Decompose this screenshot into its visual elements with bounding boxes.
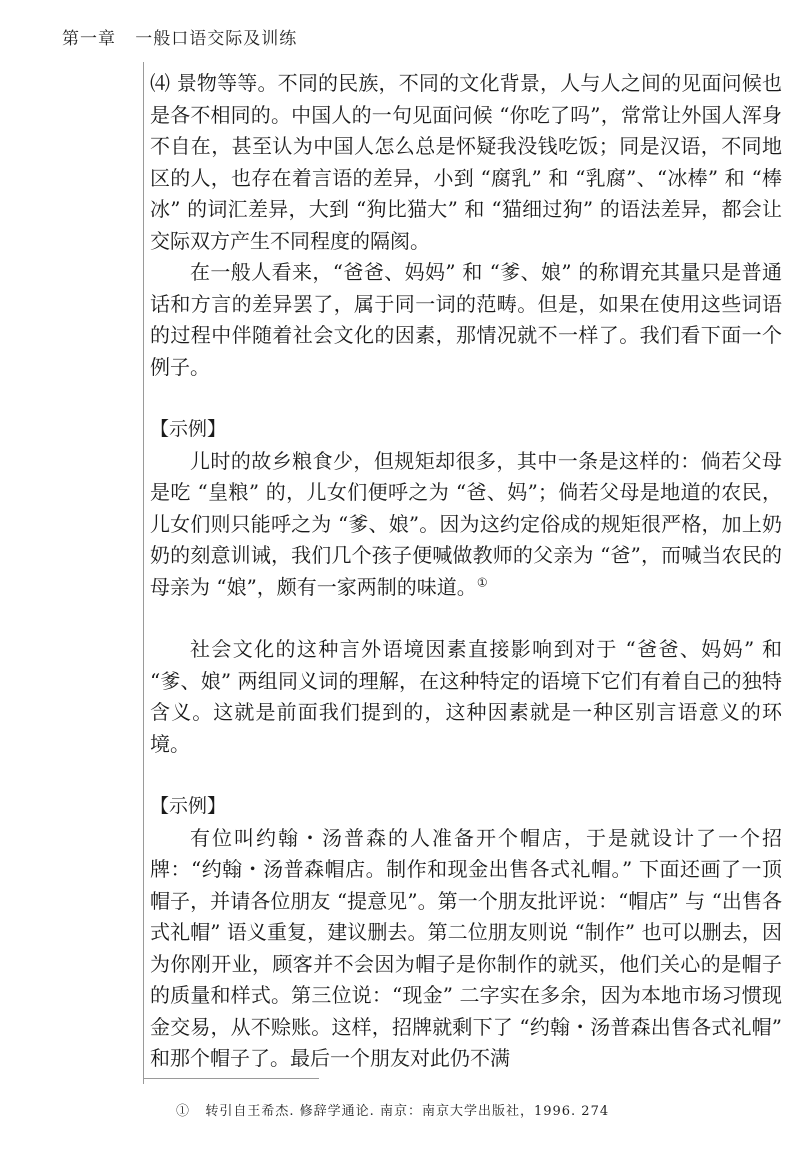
example-quote [150,446,782,604]
example-label: 【示例】 [150,795,227,817]
footnote-reference[interactable]: ① [476,574,488,589]
chapter-number: 第一章 [62,29,116,49]
example-label: 【示例】 [150,418,227,440]
chapter-title: 一般口语交际及训练 [135,29,298,49]
example-story: 有位叫约翰・汤普森的人准备开个帽店，于是就设计了一个招牌：“约翰・汤普森帽店。制作和现金出售各式礼帽。” 下面还画了一顶帽子，并请各位朋友 “提意见”。第一个朋友批评说：“帽店” 与 “出售各式礼帽” 语义重复，建议删去。第二位朋友则说 “制作” 也可以删去，因为你刚开业，顾客并不会因为帽子是你制作的就买，他们关心的是帽子的质量和样式。第三位说：“现金” 二字实在多余，因为本地市场习惯现金交易，从不赊账。这样，招牌就剩下了 “约翰・汤普森出售各式礼帽” 和那个帽子了。最后一个朋友对此仍不满 [150,825,782,1070]
body-text [150,68,782,1075]
footnote-text: 转引自王希杰. 修辞学通论. 南京：南京大学出版社，1996. 274 [205,1104,610,1119]
footnote-rule [143,1078,319,1079]
running-header [62,24,297,49]
example-quote-text: 儿时的故乡粮食少，但规矩却很多，其中一条是这样的：倘若父母是吃 “皇粮” 的，儿女们便呼之为 “爸、妈”；倘若父母是地道的农民，儿女们则只能呼之为 “爹、娘”。因为这约定俗成的规矩很严格，加上奶奶的刻意训诫，我们几个孩子便喊做教师的父亲为 “爸”，而喊当农民的母亲为 “娘”，颇有一家两制的味道。 [150,448,782,599]
footnote [176,1100,609,1119]
paragraph-continued: ⑷ 景物等等。不同的民族，不同的文化背景，人与人之间的见面问候也是各不相同的。中国人的一句见面问候 “你吃了吗”，常常让外国人浑身不自在，甚至认为中国人怎么总是怀疑我没钱吃饭；同是汉语，不同地区的人，也存在着言语的差异，小到 “腐乳” 和 “乳腐”、“冰棒” 和 “棒冰” 的词汇差异，大到 “狗比猫大” 和 “猫细过狗” 的语法差异，都会让交际双方产生不同程度的隔阂。 [150,71,782,253]
margin-rule [143,62,144,1084]
paragraph: 在一般人看来，“爸爸、妈妈” 和 “爹、娘” 的称谓充其量只是普通话和方言的差异罢了，属于同一词的范畴。但是，如果在使用这些词语的过程中伴随着社会文化的因素，那情况就不一样了。我们看下面一个例子。 [150,260,782,379]
paragraph: 社会文化的这种言外语境因素直接影响到对于 “爸爸、妈妈” 和 “爹、娘” 两组同义词的理解，在这种特定的语境下它们有着自己的独特含义。这就是前面我们提到的，这种因素就是一种区别言语意义的环境。 [150,637,782,756]
footnote-mark: ① [176,1104,191,1119]
